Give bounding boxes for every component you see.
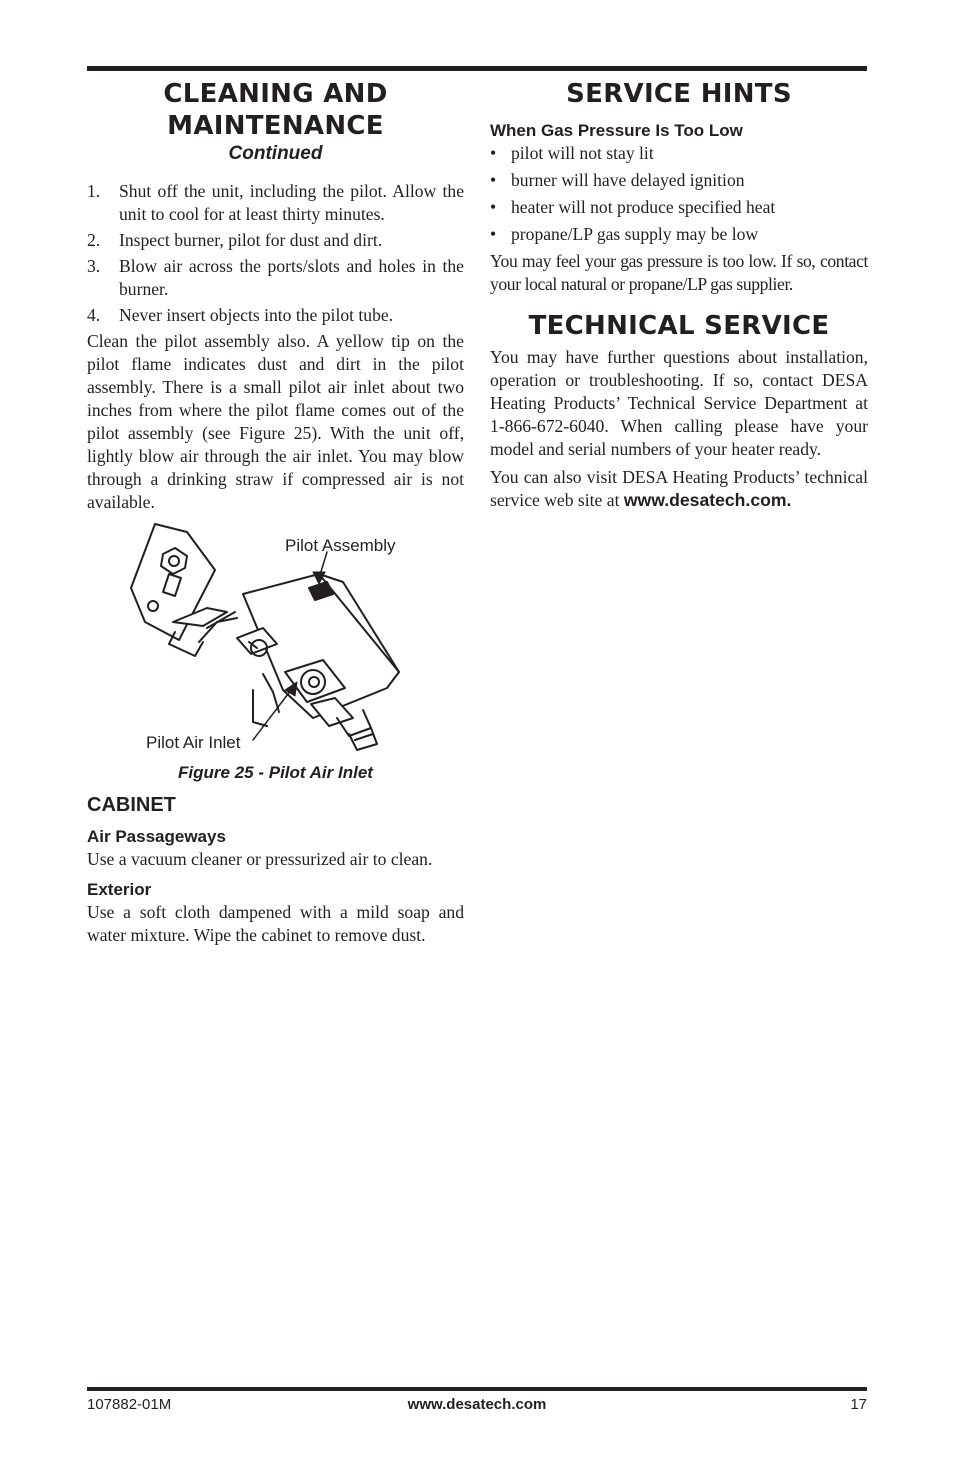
heading-line-2: MAINTENANCE (167, 111, 384, 141)
list-item (87, 229, 464, 252)
bullet-text: pilot will not stay lit (511, 143, 654, 163)
label-pilot-assembly: Pilot Assembly (285, 536, 396, 555)
list-item: • pilot will not stay lit (490, 143, 654, 163)
cabinet-heading: CABINET (87, 794, 176, 816)
gas-pressure-paragraph: You may feel your gas pressure is too low. If so, contact your local natural or propane/LP gas supplier. (490, 251, 868, 294)
document-number: 107882-01M (87, 1396, 172, 1413)
figure-25 (87, 522, 464, 762)
section-heading-service-hints: SERVICE HINTS (566, 79, 792, 109)
label-pilot-air-inlet: Pilot Air Inlet (146, 733, 241, 752)
left-column (87, 78, 464, 947)
list-item: • propane/LP gas supply may be low (490, 224, 759, 244)
air-passageways-text: Use a vacuum cleaner or pressurized air to clean. (87, 849, 433, 869)
section-heading-technical-service: TECHNICAL SERVICE (528, 311, 830, 341)
top-rule (87, 66, 867, 71)
bullet-text: heater will not produce specified heat (511, 197, 776, 217)
pilot-cleaning-paragraph: Clean the pilot assembly also. A yellow tip on the pilot flame indicates dust and dirt in the pilot assembly. There is a small pilot air inlet about two inches from where the pilot flame comes out of the pilot assembly (see Figure 25). With the unit off, lightly blow air through the air inlet. You may blow through a drinking straw if compressed air is not available. (87, 331, 464, 512)
step-text: Shut off the unit, including the pilot. Allow the unit to cool for at least thirty minutes. (119, 181, 464, 224)
website-paragraph (490, 466, 868, 512)
footer-website[interactable]: www.desatech.com (407, 1396, 547, 1413)
air-passageways-heading: Air Passageways (87, 827, 226, 846)
pilot-assembly-illustration (87, 522, 464, 762)
figure-caption: Figure 25 - Pilot Air Inlet (178, 763, 373, 782)
bullet-text: propane/LP gas supply may be low (511, 224, 759, 244)
list-item (87, 304, 464, 327)
list-item (87, 255, 464, 301)
list-item (87, 180, 464, 226)
website-paragraph-text: You can also visit DESA Heating Products’ technical service web site at (490, 467, 868, 510)
step-text: Blow air across the ports/slots and holes in the burner. (119, 256, 464, 299)
symptom-list (490, 142, 868, 246)
list-item: • heater will not produce specified heat (490, 197, 776, 217)
step-number: 3. (87, 256, 101, 276)
exterior-text: Use a soft cloth dampened with a mild soap and water mixture. Wipe the cabinet to remove dust. (87, 902, 464, 945)
step-text: Inspect burner, pilot for dust and dirt. (119, 230, 383, 250)
exterior-heading: Exterior (87, 880, 152, 899)
steps-list (87, 180, 464, 327)
heading-line-1: CLEANING AND (163, 79, 388, 109)
section-heading-cleaning (87, 78, 464, 142)
step-text: Never insert objects into the pilot tube. (119, 305, 394, 325)
continued-label: Continued (228, 143, 323, 164)
list-item: • burner will have delayed ignition (490, 170, 745, 190)
right-column (490, 78, 868, 512)
page-number: 17 (850, 1396, 867, 1413)
bullet-text: burner will have delayed ignition (511, 170, 745, 190)
step-number: 1. (87, 181, 101, 201)
step-number: 2. (87, 230, 101, 250)
gas-pressure-heading: When Gas Pressure Is Too Low (490, 121, 743, 140)
technical-service-paragraph: You may have further questions about installation, operation or troubleshooting. If so, contact DESA Heating Products’ Technical Service Department at 1-866-672-6040. When calling please have your model and serial numbers of your heater ready. (490, 347, 868, 459)
website-link[interactable]: www.desatech.com. (623, 490, 792, 510)
step-number: 4. (87, 305, 101, 325)
bottom-rule (87, 1387, 867, 1391)
